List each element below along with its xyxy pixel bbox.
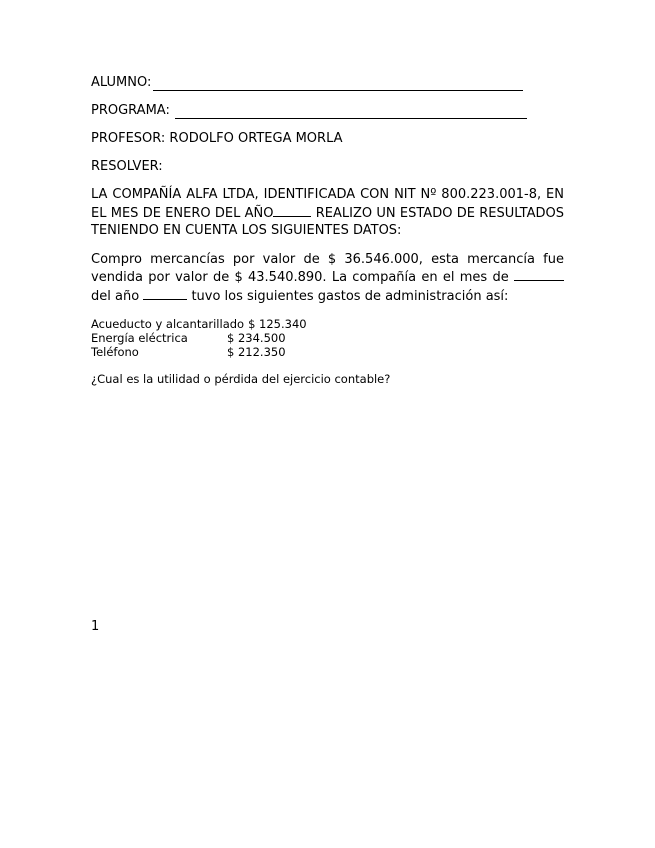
- year-blank-2: [143, 287, 187, 300]
- expenses-list: [91, 317, 564, 359]
- data-text-start: Compro mercancías por valor de $ 36.546.000, esta mercancía fue vendida por valor de $ 43.540.890. La compañía en el mes de: [91, 251, 564, 285]
- student-name-line: [153, 76, 523, 91]
- expense-label: Energía eléctrica: [91, 331, 188, 345]
- problem-statement: [91, 186, 564, 240]
- document-content: [91, 74, 564, 386]
- resolve-row: [91, 158, 564, 175]
- expense-label: Acueducto y alcantarillado: [91, 317, 245, 331]
- expense-row: [91, 345, 564, 359]
- expense-label: Teléfono: [91, 345, 139, 359]
- professor-row: [91, 130, 564, 147]
- program-name-line: [175, 104, 527, 119]
- expense-amount: $ 212.350: [227, 345, 286, 359]
- page-number: 1: [91, 619, 100, 634]
- student-label: ALUMNO:: [91, 75, 152, 90]
- statement-text-start: LA COMPAÑÍA ALFA LTDA, IDENTIFICADA CON NIT Nº 800.223.001-8, EN EL MES DE ENERO DEL AÑO: [91, 187, 564, 221]
- resolve-label: RESOLVER:: [91, 159, 163, 174]
- data-text-middle: del año: [91, 288, 140, 304]
- month-blank: [514, 268, 564, 281]
- year-blank: [273, 204, 311, 217]
- expense-amount: $ 234.500: [227, 331, 286, 345]
- data-paragraph: [91, 251, 564, 306]
- expense-row: [91, 317, 564, 331]
- program-row: [91, 102, 564, 119]
- data-text-end: tuvo los siguientes gastos de administración así:: [191, 288, 509, 304]
- question-text: ¿Cual es la utilidad o pérdida del ejercicio contable?: [91, 372, 391, 386]
- student-row: [91, 74, 564, 91]
- expense-row: [91, 331, 564, 345]
- statement-text-end: REALIZO UN ESTADO DE RESULTADOS TENIENDO EN CUENTA LOS SIGUIENTES DATOS:: [91, 205, 565, 238]
- expense-amount: $ 125.340: [248, 317, 307, 331]
- professor-line: PROFESOR: RODOLFO ORTEGA MORLA: [91, 131, 343, 146]
- program-label: PROGRAMA:: [91, 103, 170, 118]
